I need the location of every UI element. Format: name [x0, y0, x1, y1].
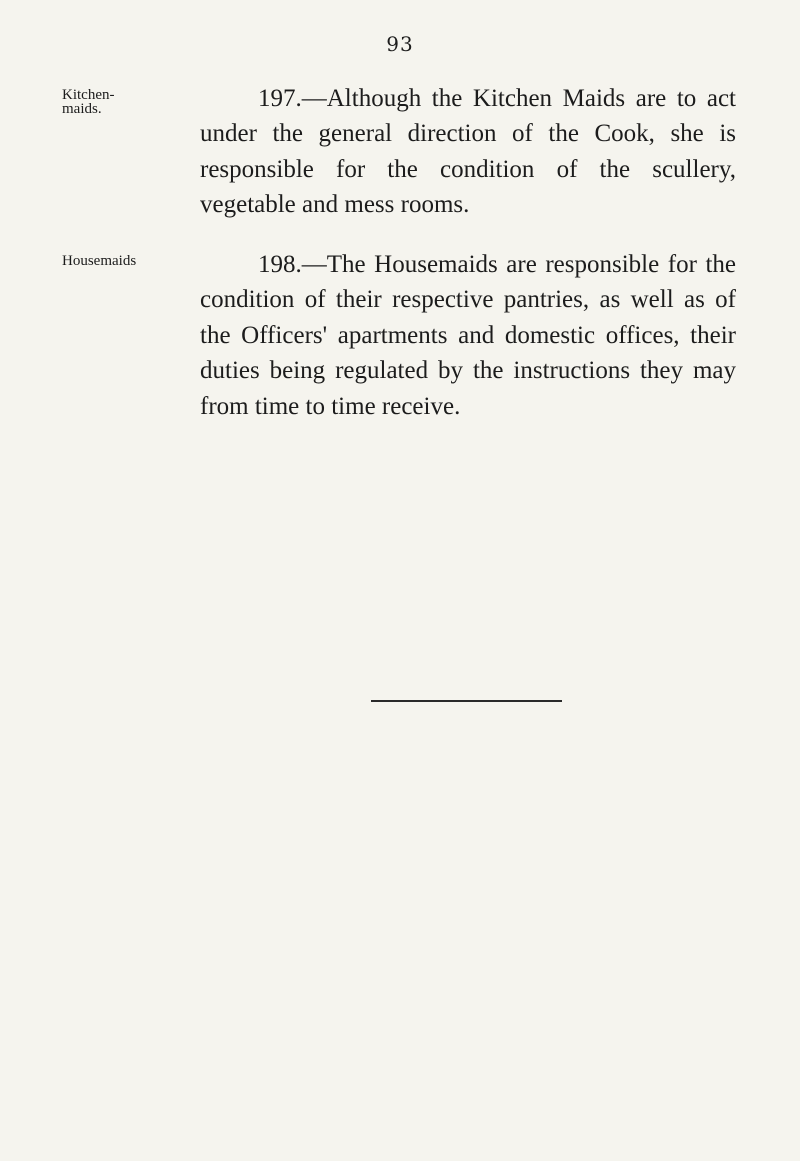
- paragraph-198: 198.—The Housemaids are responsible for the condition of their respective pantries, as well as of the Officers' apartments and domestic offices, their duties being regulated by the instructions they may from time to time receive.: [200, 251, 736, 420]
- margin-note-kitchen-maids: Kitchen- maids.: [62, 87, 115, 117]
- margin-note-housemaids: Housemaids: [62, 253, 137, 269]
- page-number: 93: [386, 32, 414, 56]
- section-divider-rule: [371, 700, 562, 702]
- paragraph-197: 197.—Although the Kitchen Maids are to act under the general direction of the Cook, she is responsible for the condition of the scullery, vegetable and mess rooms.: [200, 85, 736, 219]
